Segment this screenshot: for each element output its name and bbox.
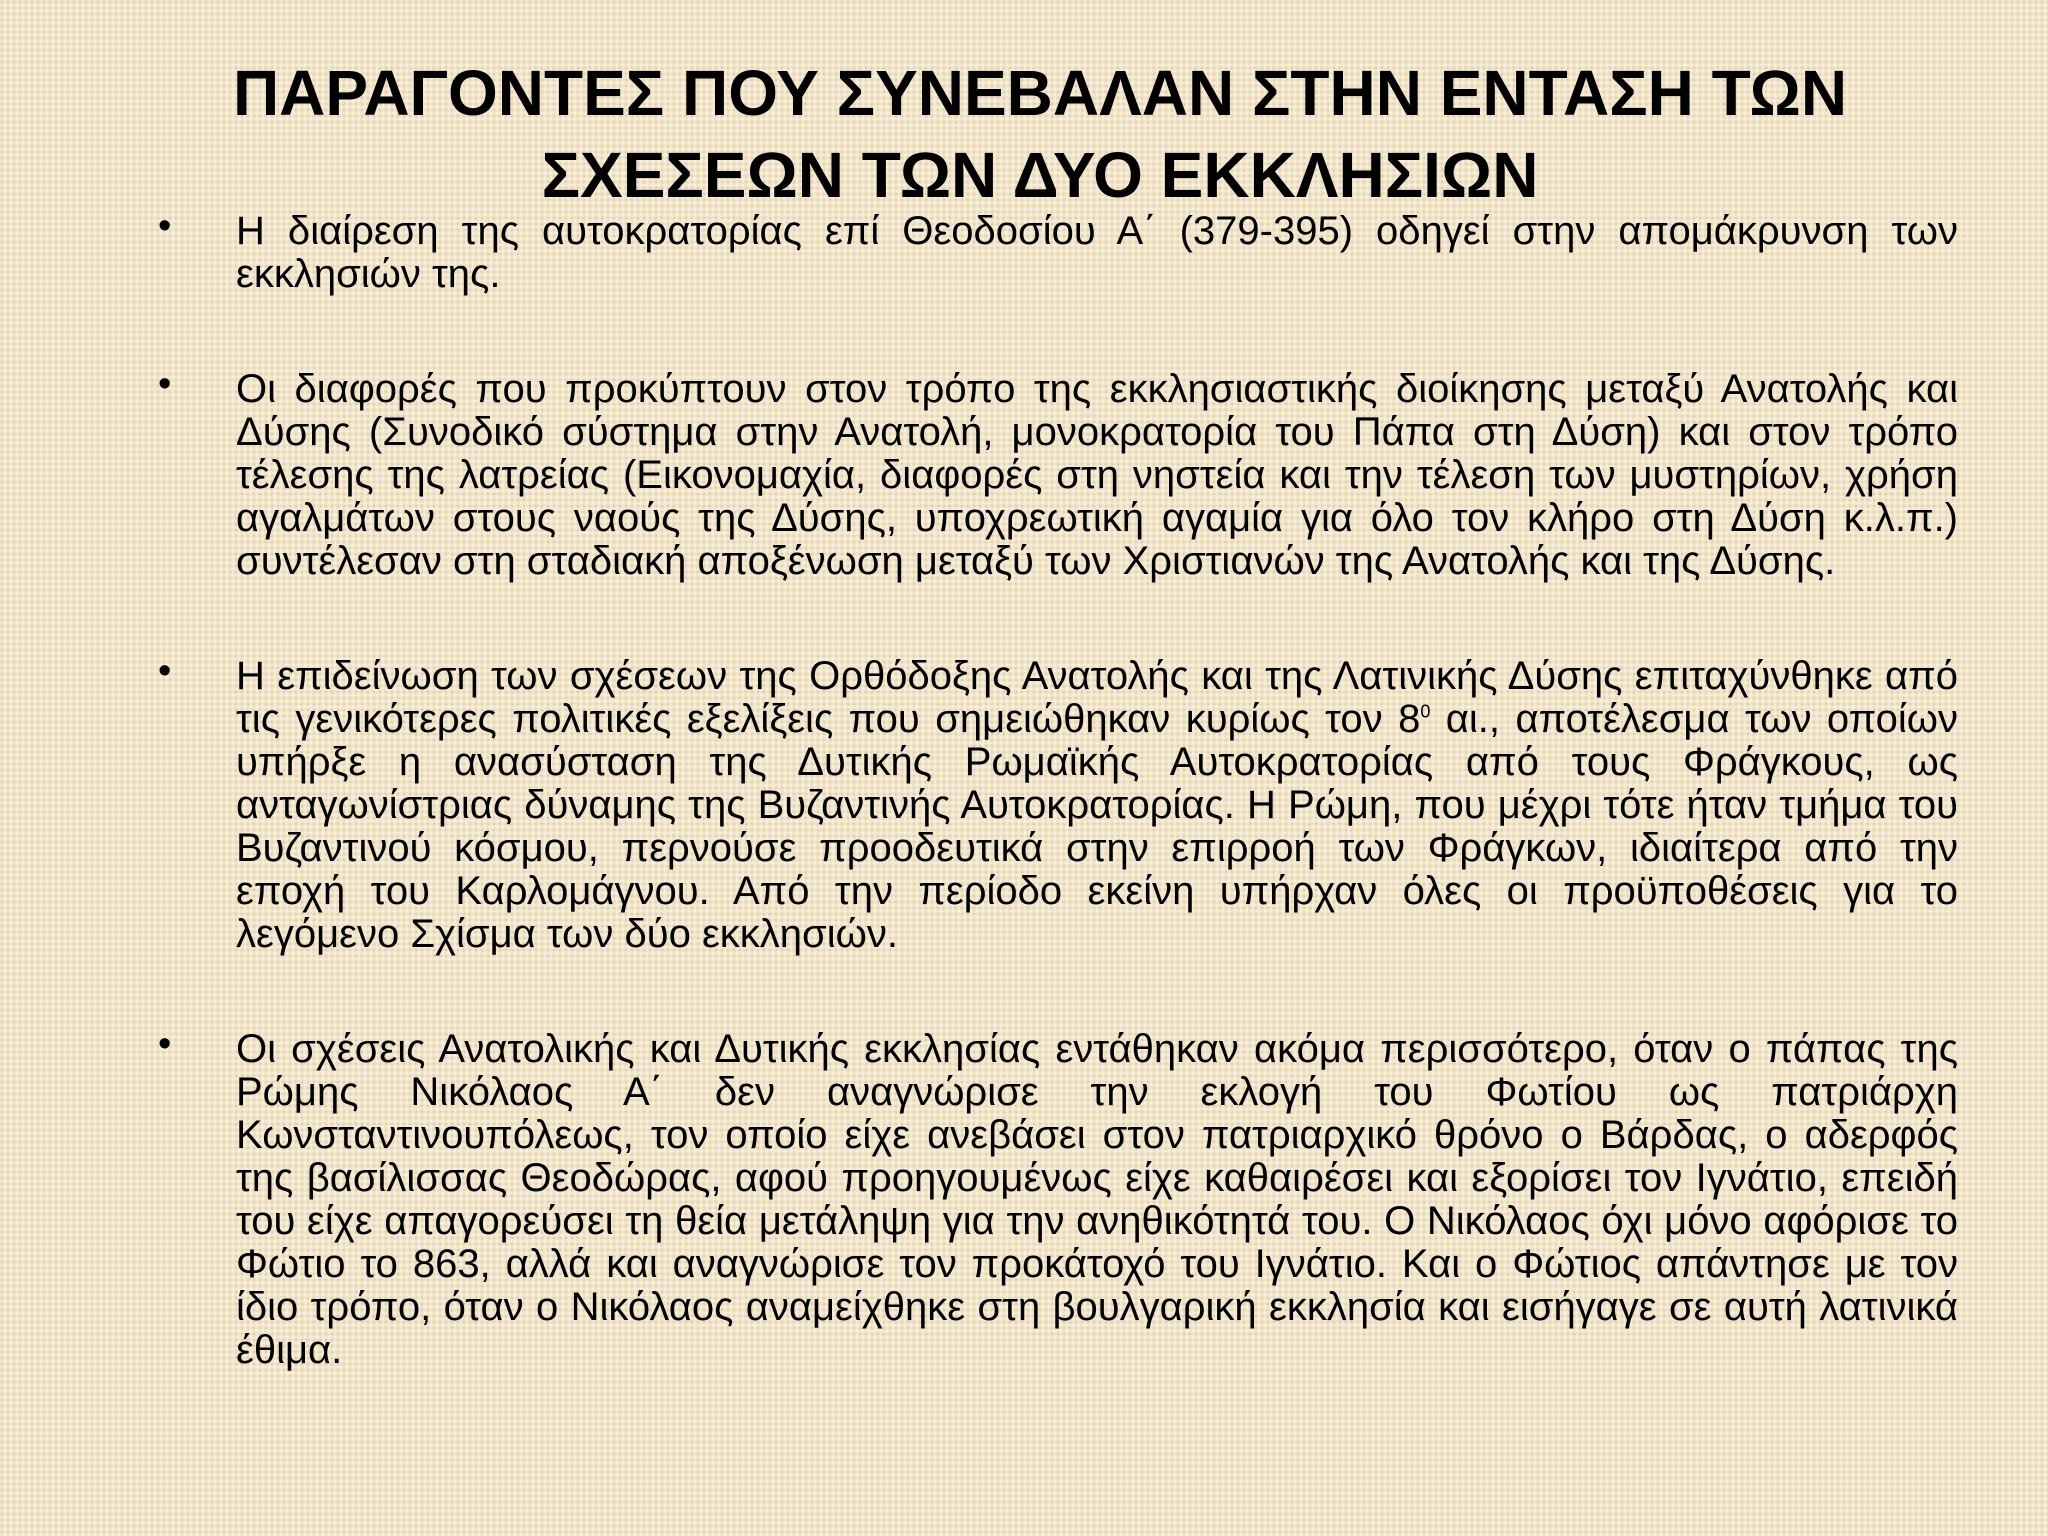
bullet-item-4: [158, 1023, 1958, 1372]
slide-title: [120, 52, 1960, 216]
bullet-icon: •: [158, 1023, 172, 1065]
bullet-icon: •: [158, 363, 172, 405]
bullet-list: [158, 205, 1958, 1372]
bullet-icon: •: [158, 650, 172, 692]
bullet-text-3: [236, 655, 1958, 956]
bullet-item-2: [158, 363, 1958, 583]
bullet-text-4: Οι σχέσεις Ανατολικής και Δυτικής εκκλησίας εντάθηκαν ακόμα περισσότερο, όταν ο πάπας της Ρώμης Νικόλαος Α΄ δεν αναγνώρισε την εκλογή του Φωτίου ως πατριάρχη Κωνσταντινουπόλεως, τον οποίο είχε ανεβάσει στον πατριαρχικό θρόνο ο Βάρδας, ο αδερφός της βασίλισσας Θεοδώρας, αφού προηγουμένως είχε καθαιρέσει και εξορίσει τον Ιγνάτιο, επειδή του είχε απαγορεύσει τη θεία μετάληψη για την ανηθικότητά του. Ο Νικόλαος όχι μόνο αφόρισε το Φώτιο το 863, αλλά και αναγνώρισε τον προκάτοχό του Ιγνάτιο. Και ο Φώτιος απάντησε με τον ίδιο τρόπο, όταν ο Νικόλαος αναμείχθηκε στη βουλγαρική εκκλησία και εισήγαγε σε αυτή λατινικά έθιμα.: [236, 1027, 1958, 1372]
bullet-icon: •: [158, 205, 172, 247]
slide-title-line-1: ΠΑΡΑΓΟΝΤΕΣ ΠΟΥ ΣΥΝΕΒΑΛΑΝ ΣΤΗΝ ΕΝΤΑΣΗ ΤΩΝ: [232, 57, 1848, 129]
bullet-text-3-part-1: Η επιδείνωση των σχέσεων της Ορθόδοξης Ανατολής και της Λατινικής Δύσης επιταχύνθηκε από τις γενικότερες πολιτικές εξελίξεις που σημειώθηκαν κυρίως τον 8: [236, 654, 1958, 741]
bullet-text-3-part-2: αι., αποτέλεσμα των οποίων υπήρξε η ανασύσταση της Δυτικής Ρωμαϊκής Αυτοκρατορίας από τους Φράγκους, ως ανταγωνίστριας δύναμης της Βυζαντινής Αυτοκρατορίας. Η Ρώμη, που μέχρι τότε ήταν τμήμα του Βυζαντινού κόσμου, περνούσε προοδευτικά στην επιρροή των Φράγκων, ιδιαίτερα από την εποχή του Καρλομάγνου. Από την περίοδο εκείνη υπήρχαν όλες οι προϋποθέσεις για το λεγόμενο Σχίσμα των δύο εκκλησιών.: [236, 697, 1958, 956]
bullet-text-1: Η διαίρεση της αυτοκρατορίας επί Θεοδοσίου Α΄ (379-395) οδηγεί στην απομάκρυνση των εκκλησιών της.: [236, 209, 1958, 296]
century-superscript: 0: [1420, 701, 1431, 722]
bullet-item-3: [158, 650, 1958, 956]
bullet-text-2: Οι διαφορές που προκύπτουν στον τρόπο της εκκλησιαστικής διοίκησης μεταξύ Ανατολής και Δύσης (Συνοδικό σύστημα στην Ανατολή, μονοκρατορία του Πάπα στη Δύση) και στον τρόπο τέλεσης της λατρείας (Εικονομαχία, διαφορές στη νηστεία και την τέλεση των μυστηρίων, χρήση αγαλμάτων στους ναούς της Δύσης, υποχρεωτική αγαμία για όλο τον κλήρο στη Δύση κ.λ.π.) συντέλεσαν στη σταδιακή αποξένωση μεταξύ των Χριστιανών της Ανατολής και της Δύσης.: [236, 367, 1958, 583]
slide-title-line-2: ΣΧΕΣΕΩΝ ΤΩΝ ΔΥΟ ΕΚΚΛΗΣΙΩΝ: [541, 139, 1539, 211]
bullet-item-1: [158, 205, 1958, 296]
